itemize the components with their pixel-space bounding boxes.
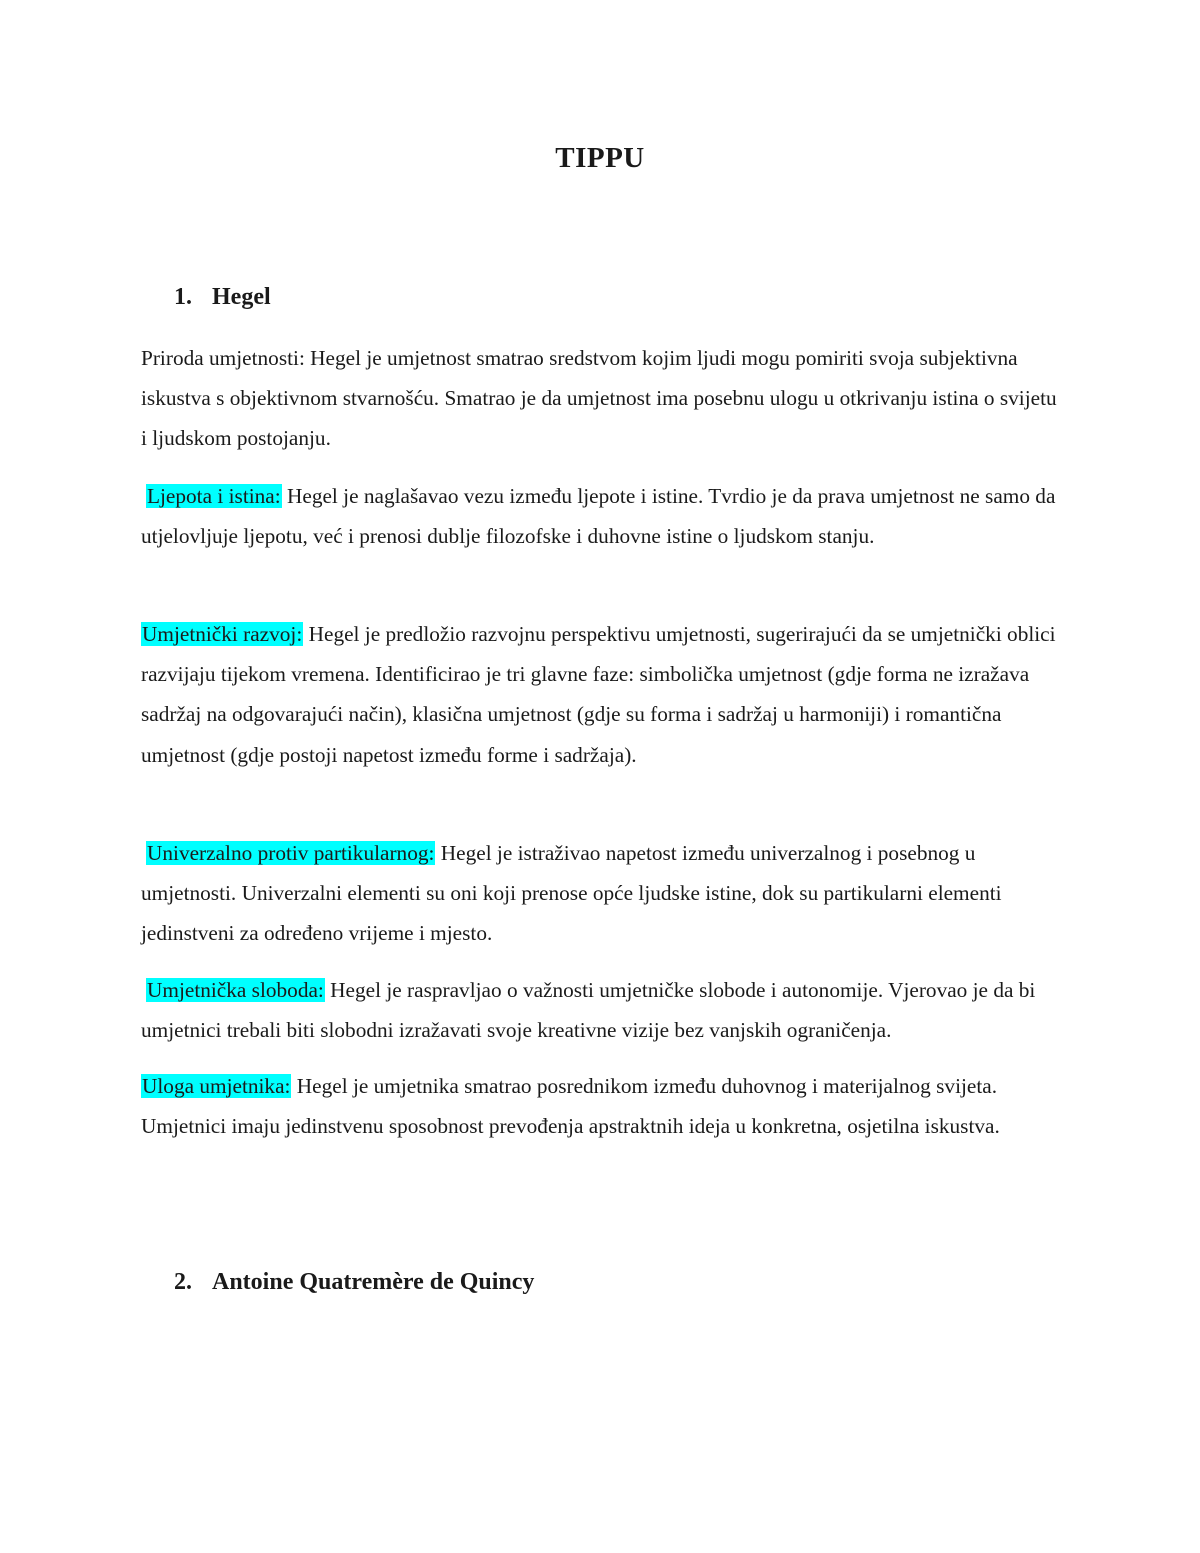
paragraph-umjetnicka-sloboda bbox=[141, 970, 1066, 1050]
paragraph-text: Hegel je predložio razvojnu perspektivu umjetnosti, sugerirajući da se umjetnički oblici razvijaju tijekom vremena. Identificirao je tri glavne faze: simbolička umjetnost (gdje forma ne izražava sadržaj na odgovarajući način), klasična umjetnost (gdje su forma i sadržaj u harmoniji) i romantična umjetnost (gdje postoji napetost između forme i sadržaja). bbox=[141, 622, 1056, 767]
section-title: Antoine Quatremère de Quincy bbox=[212, 1269, 535, 1295]
section-heading-quatremere bbox=[174, 1269, 534, 1296]
paragraph-text: Hegel je istraživao napetost između univerzalnog i posebnog u umjetnosti. Univerzalni elementi su oni koji prenose opće ljudske istine, dok su partikularni elementi jedinstveni za određeno vrijeme i mjesto. bbox=[141, 841, 1002, 946]
paragraph-text: Priroda umjetnosti: Hegel je umjetnost smatrao sredstvom kojim ljudi mogu pomiriti svoja subjektivna iskustva s objektivnom stvarnošću. Smatrao je da umjetnost ima posebnu ulogu u otkrivanju istina o svijetu i ljudskom postojanju. bbox=[141, 346, 1057, 451]
highlighted-label: Umjetnički razvoj: bbox=[142, 622, 303, 646]
paragraph-ljepota-i-istina bbox=[141, 476, 1066, 556]
highlighted-label: Ljepota i istina: bbox=[147, 484, 281, 508]
paragraph-uloga-umjetnika bbox=[141, 1066, 1066, 1146]
document-title: TIPPU bbox=[555, 142, 645, 174]
section-heading-hegel bbox=[174, 284, 271, 311]
section-number: 1. bbox=[174, 284, 192, 310]
paragraph-text: Hegel je umjetnika smatrao posrednikom između duhovnog i materijalnog svijeta. Umjetnici imaju jedinstvenu sposobnost prevođenja apstraktnih ideja u konkretna, osjetilna iskustva. bbox=[141, 1074, 1000, 1139]
highlighted-label: Umjetnička sloboda: bbox=[147, 978, 324, 1002]
paragraph-priroda-umjetnosti bbox=[141, 338, 1066, 459]
highlighted-label: Univerzalno protiv partikularnog: bbox=[147, 841, 435, 865]
paragraph-text: Hegel je naglašavao vezu između ljepote i istine. Tvrdio je da prava umjetnost ne samo da utjelovljuje ljepotu, već i prenosi dublje filozofske i duhovne istine o ljudskom stanju. bbox=[141, 484, 1056, 549]
paragraph-umjetnicki-razvoj bbox=[141, 614, 1066, 775]
section-number: 2. bbox=[174, 1269, 192, 1295]
highlighted-label: Uloga umjetnika: bbox=[142, 1074, 291, 1098]
paragraph-text: Hegel je raspravljao o važnosti umjetničke slobode i autonomije. Vjerovao je da bi umjetnici trebali biti slobodni izražavati svoje kreativne vizije bez vanjskih ograničenja. bbox=[141, 978, 1036, 1043]
section-title: Hegel bbox=[212, 284, 271, 310]
paragraph-univerzalno-protiv-partikularnog bbox=[141, 833, 1066, 954]
